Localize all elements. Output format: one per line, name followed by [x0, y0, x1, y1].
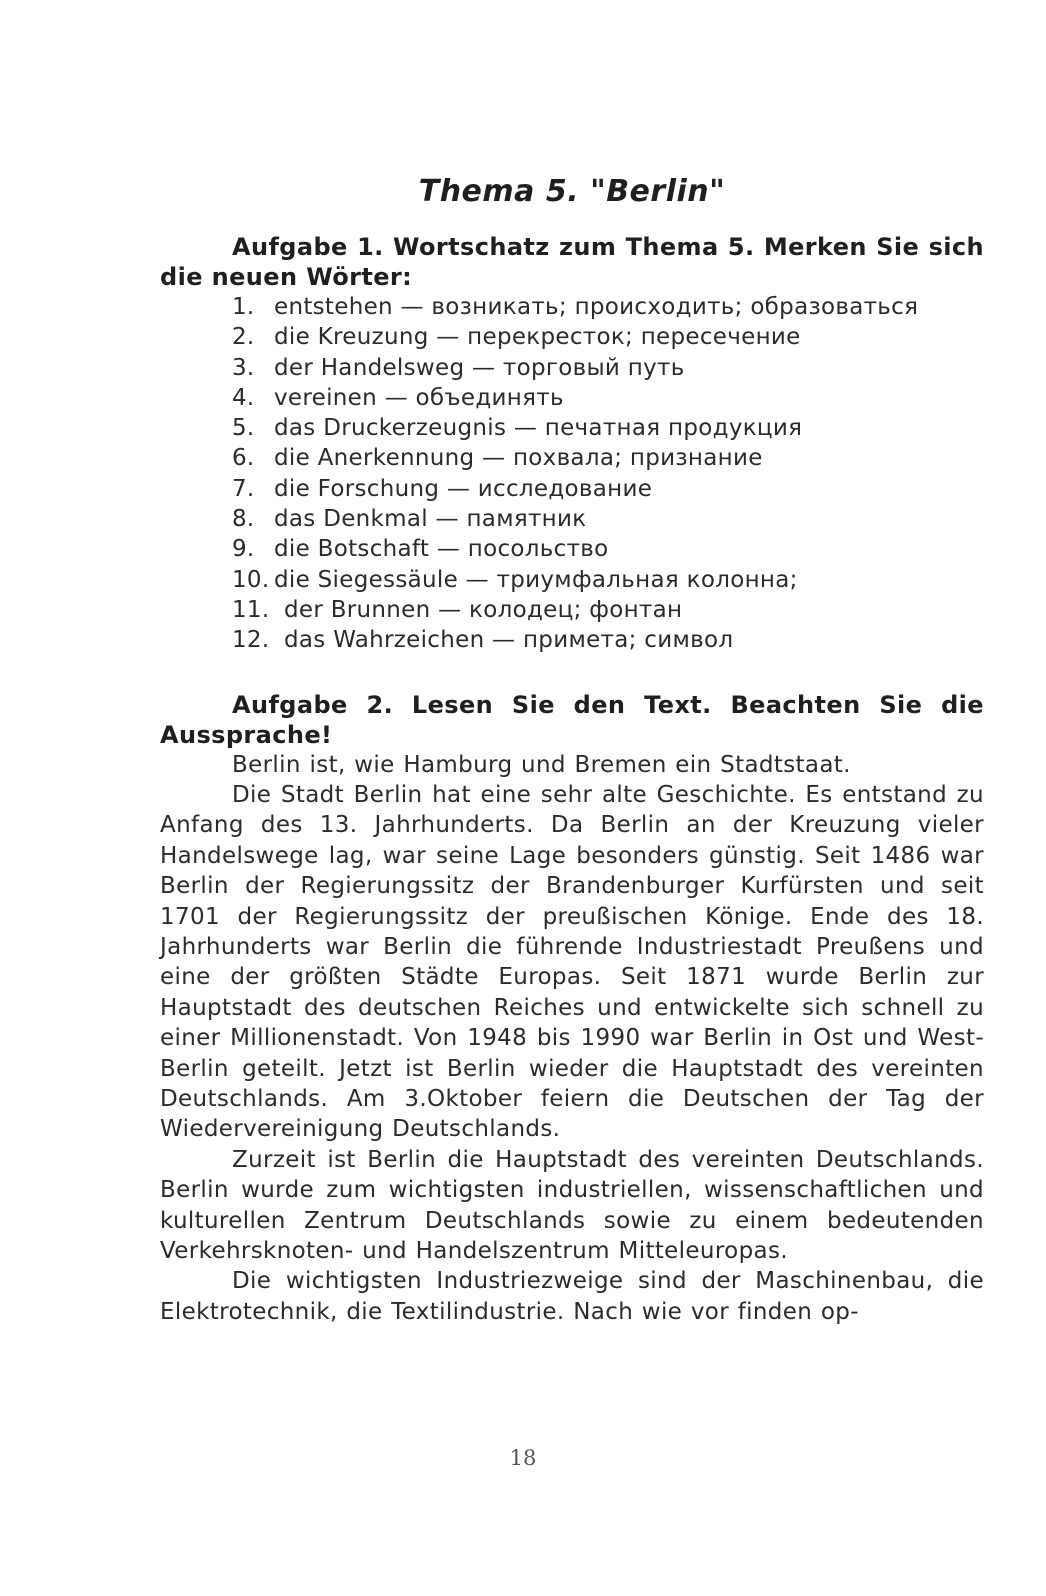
item-number: 9.: [232, 536, 255, 563]
text-paragraph: Die Stadt Berlin hat eine sehr alte Geschichte. Es entstand zu Anfang des 13. Jahrhunderts. Da Berlin an der Kreuzung vieler Handelswege lag, war seine Lage besonders günstig. Seit 1486 war Berlin der Regierungssitz der Brandenburger Kurfürsten und seit 1701 der Regierungssitz der preußischen Könige. Ende des 18. Jahrhunderts war Berlin die führende Industriestadt Preußens und eine der größten Städte Europas. Seit 1871 wurde Berlin zur Hauptstadt des deutschen Reiches und entwickelte sich schnell zu einer Millionenstadt. Von 1948 bis 1990 war Berlin in Ost und West-Berlin geteilt. Jetzt ist Berlin wieder die Hauptstadt des vereinten Deutschlands. Am 3.Oktober feiern die Deutschen der Tag der Wiedervereinigung Deutschlands.: [160, 781, 984, 1143]
item-number: 4.: [232, 384, 255, 411]
item-number: 8.: [232, 506, 255, 533]
item-text: der Handelsweg — торговый путь: [274, 354, 685, 381]
vocabulary-item: [232, 504, 984, 534]
item-text: die Kreuzung — перекресток; пересечение: [274, 324, 801, 351]
item-text: die Siegessäule — триумфальная колонна;: [274, 566, 798, 593]
vocabulary-item: [232, 595, 984, 625]
vocabulary-item: [232, 292, 984, 322]
item-text: entstehen — возникать; происходить; образоваться: [274, 294, 919, 320]
item-number: 11.: [232, 596, 270, 623]
vocabulary-list: [160, 292, 984, 656]
item-number: 7.: [232, 475, 255, 502]
item-text: der Brunnen — колодец; фонтан: [284, 596, 683, 623]
vocabulary-item: [232, 383, 984, 413]
page-number: 18: [509, 1446, 537, 1470]
vocabulary-item: [232, 474, 984, 504]
vocabulary-item: [232, 413, 984, 443]
item-text: das Druckerzeugnis — печатная продукция: [274, 415, 803, 442]
text-paragraph: Berlin ist, wie Hamburg und Bremen ein Stadtstaat.: [232, 751, 851, 778]
section-spacer: [160, 656, 984, 690]
page-content: [160, 166, 984, 1327]
vocabulary-item: [232, 443, 984, 473]
page-title: Thema 5. "Berlin": [418, 174, 726, 209]
item-text: vereinen — объединять: [274, 384, 564, 411]
item-text: das Denkmal — памятник: [274, 506, 587, 533]
item-text: die Anerkennung — похвала; признание: [274, 445, 763, 472]
item-text: das Wahrzeichen — примета; символ: [284, 627, 734, 654]
vocabulary-item: [232, 322, 984, 352]
text-paragraph: Die wichtigsten Industriezweige sind der Maschinenbau, die Elektrotechnik, die Textilindustrie. Nach wie vor finden op-: [160, 1268, 984, 1325]
item-number: 6.: [232, 445, 255, 472]
task-2-heading: Aufgabe 2. Lesen Sie den Text. Beachten Sie die Aussprache!: [160, 690, 984, 749]
item-number: 12.: [232, 627, 270, 654]
item-number: 3.: [232, 354, 255, 381]
task-1-heading: Aufgabe 1. Wortschatz zum Thema 5. Merken Sie sich die neuen Wörter:: [160, 233, 984, 291]
vocabulary-item: [232, 353, 984, 383]
vocabulary-item: [232, 534, 984, 564]
item-number: 10.: [232, 566, 270, 593]
vocabulary-item: [232, 565, 984, 595]
text-paragraph: Zurzeit ist Berlin die Hauptstadt des vereinten Deutschlands. Berlin wurde zum wichtigsten industriellen, wissenschaftlichen und kulturellen Zentrum Deutschlands sowie zu einem bedeutenden Verkehrsknoten- und Handelszentrum Mitteleuropas.: [160, 1146, 984, 1265]
item-number: 1.: [232, 294, 255, 320]
item-number: 2.: [232, 324, 255, 351]
item-text: die Forschung — исследование: [274, 475, 653, 502]
item-text: die Botschaft — посольство: [274, 536, 609, 563]
item-number: 5.: [232, 415, 255, 442]
vocabulary-item: [232, 625, 984, 655]
